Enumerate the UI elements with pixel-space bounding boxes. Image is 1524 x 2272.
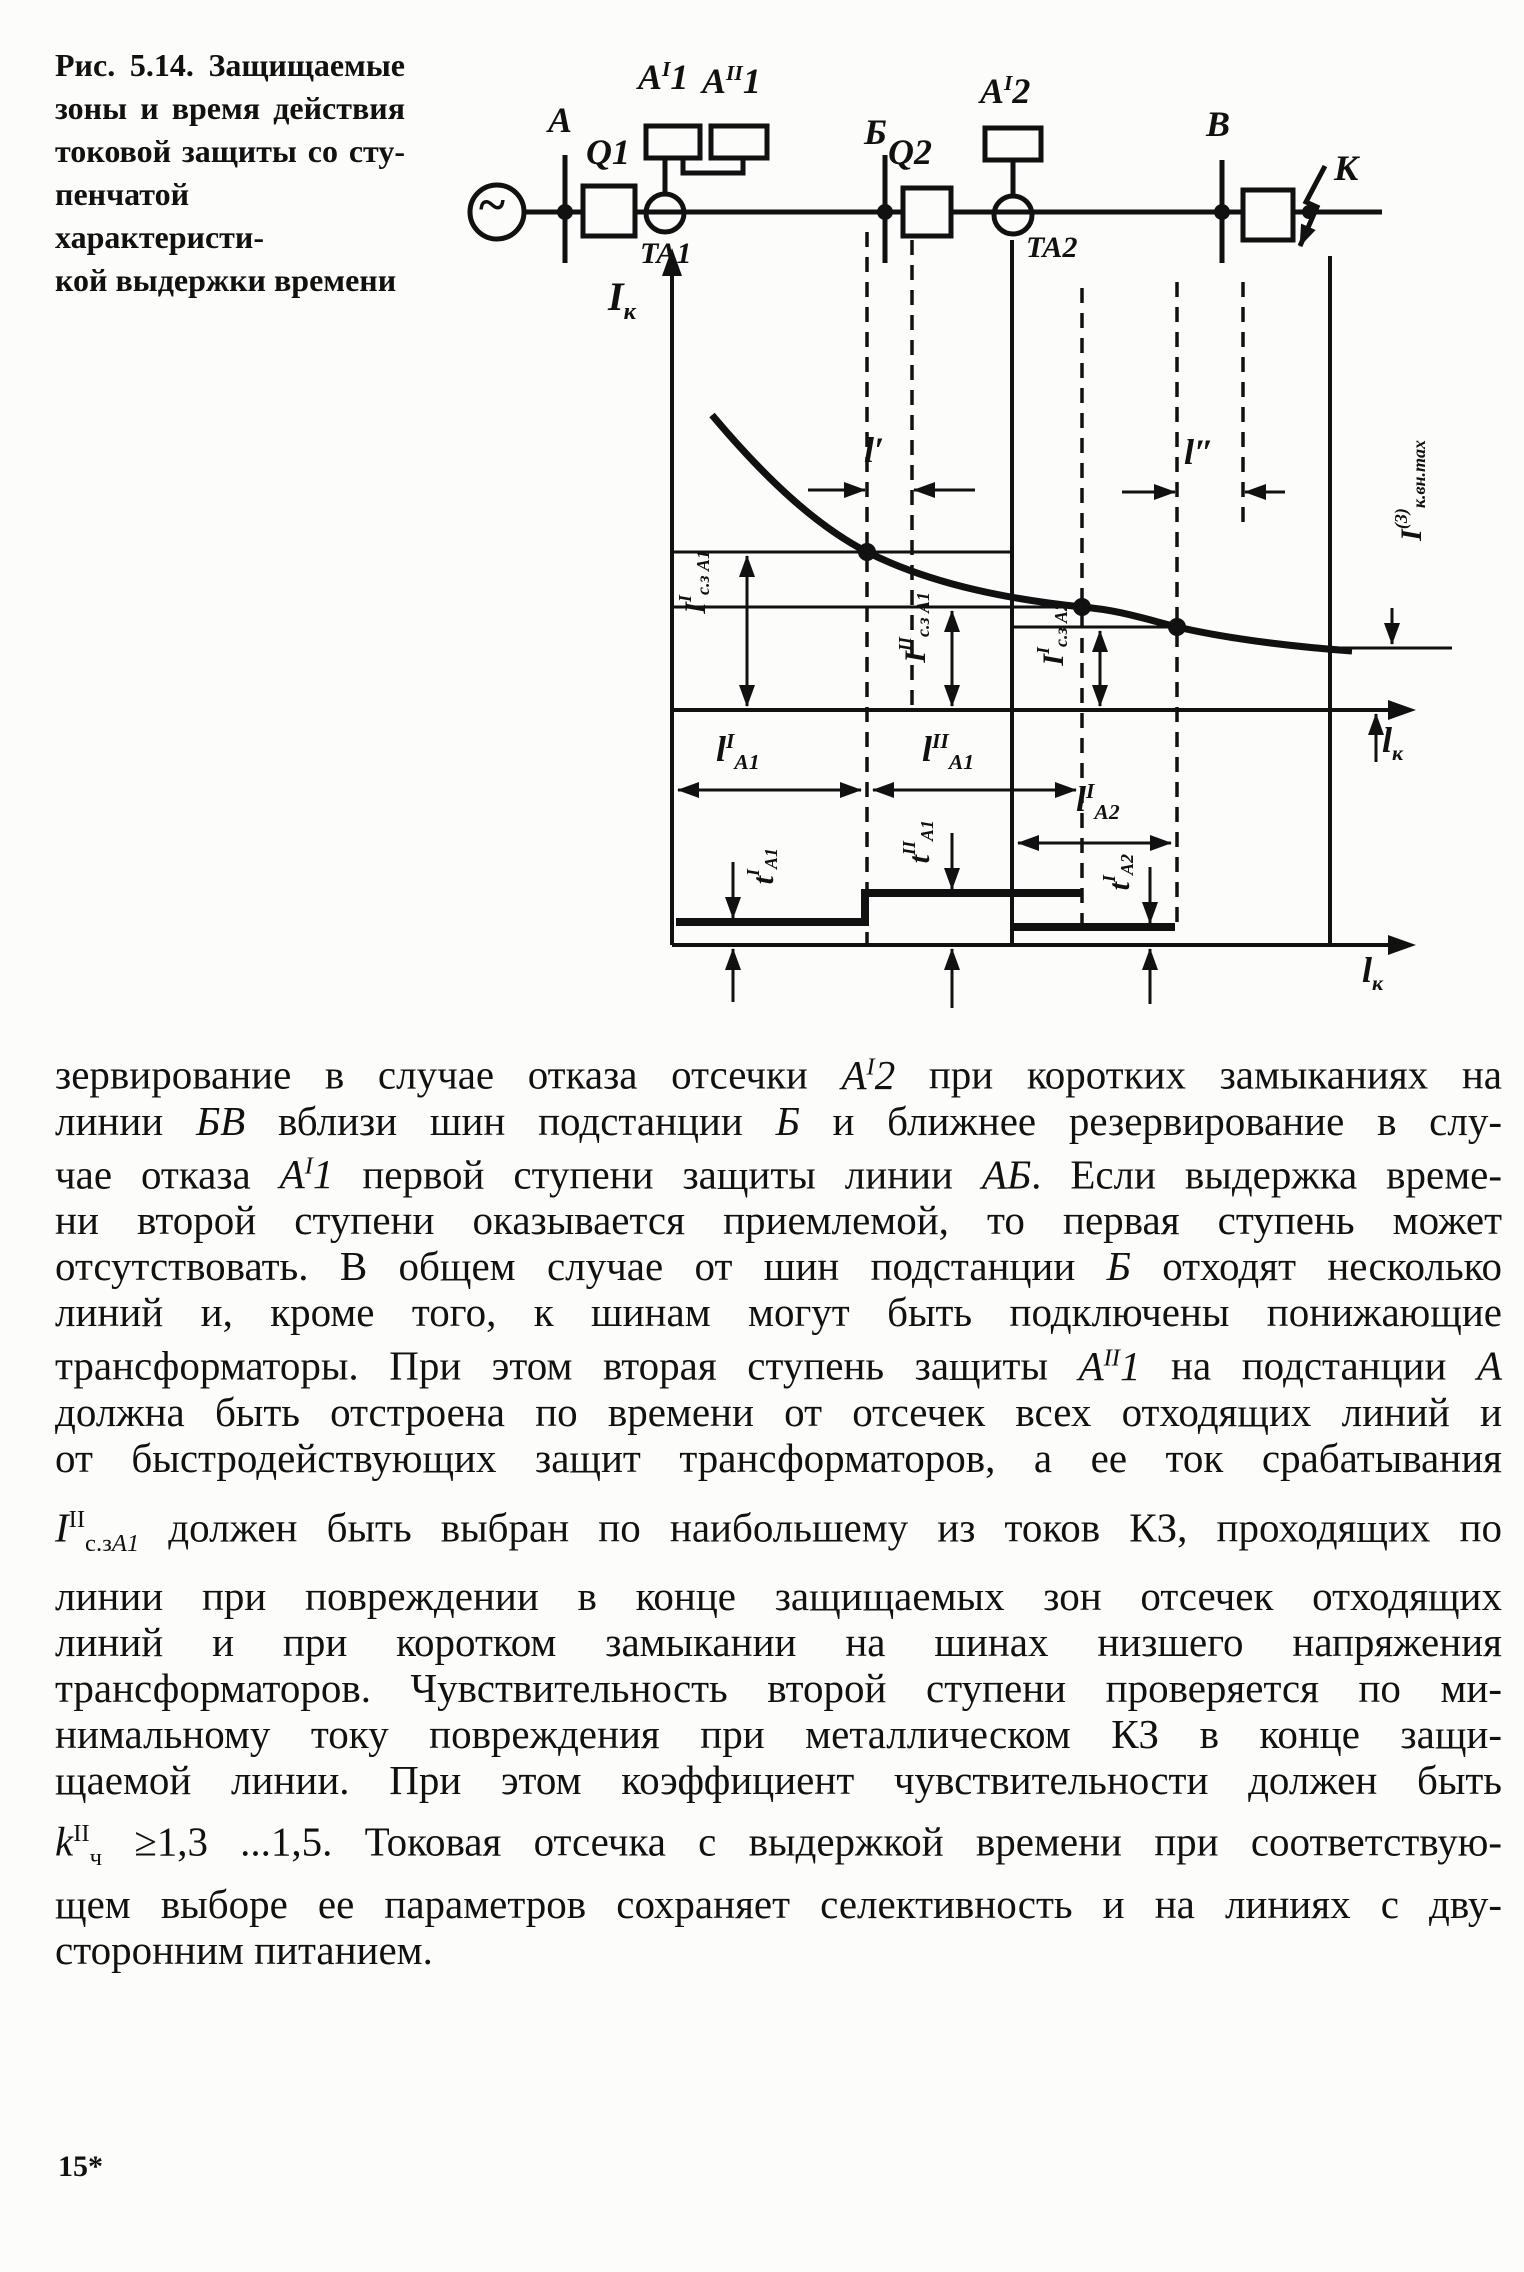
bus-b-node bbox=[877, 204, 893, 220]
text-line: $k^{II}_ч \ge 1,3$ ...1,5. Токовая отсечка с выдержкой времени при соответствую- bbox=[55, 1818, 1502, 1871]
text-line: линии БВ вблизи шин подстанции Б и ближнее резервирование в слу- bbox=[55, 1097, 1502, 1144]
generator-tilde-icon: ~ bbox=[479, 176, 506, 232]
label-pickup-a1-stage2: $I^{II}_{с.з А1}$ bbox=[895, 592, 933, 663]
text-line: должна быть отстроена по времени от отсечек всех отходящих линий и bbox=[55, 1388, 1502, 1435]
label-l-prime: l′ bbox=[864, 430, 885, 470]
label-ct-ta2: ТА2 bbox=[1026, 231, 1078, 264]
time-step-a1 bbox=[676, 893, 1082, 922]
label-bus-v: В bbox=[1206, 104, 1231, 144]
label-ct-ta1: ТА1 bbox=[640, 237, 692, 270]
caption-line: токовой защиты со сту- bbox=[55, 133, 405, 169]
label-time-t-a1-i: $t^I_{А1}$ bbox=[743, 848, 781, 885]
text-line: сторонним питанием. bbox=[55, 1926, 433, 1973]
breaker-q1-icon bbox=[583, 186, 635, 236]
breaker-q2-icon bbox=[903, 188, 951, 236]
label-time-t-a1-ii: $t^{II}_{А1}$ bbox=[899, 820, 937, 864]
label-zone-l-a1-i: $l^I_{А1}$ bbox=[716, 729, 760, 775]
label-breaker-q2: Q2 bbox=[888, 132, 932, 172]
label-zone-l-a1-ii: $l^{II}_{А1}$ bbox=[922, 729, 975, 775]
text-line: нимальному току повреждения при металлическом КЗ в конце защи- bbox=[55, 1710, 1502, 1757]
text-line: линий и при коротком замыкании на шинах низшего напряжения bbox=[55, 1618, 1502, 1665]
caption-line: пенчатой характеристи- bbox=[55, 176, 264, 255]
caption-line: зоны и время действия bbox=[55, 90, 405, 126]
margin-dimensions bbox=[808, 490, 1285, 492]
curve-point-1 bbox=[858, 543, 876, 561]
fault-current-curve bbox=[712, 415, 1352, 651]
page-number: 15* bbox=[58, 2150, 103, 2183]
label-zone-l-a2-i: $l^I_{А2}$ bbox=[1076, 779, 1120, 825]
caption-line: кой выдержки времени bbox=[55, 262, 397, 298]
text-line: отсутствовать. В общем случае от шин подстанции Б отходят несколько bbox=[55, 1243, 1502, 1290]
text-line: ни второй ступени оказывается приемлемой, то первая ступень может bbox=[55, 1197, 1502, 1244]
label-pickup-a2-stage1: $I^I_{с.з А2}$ bbox=[1033, 602, 1071, 666]
ct-ta2-icon bbox=[994, 196, 1032, 234]
figure-caption bbox=[55, 44, 405, 302]
label-time-t-a2-i: $t^I_{А2}$ bbox=[1099, 854, 1137, 891]
label-bus-a: А bbox=[548, 100, 573, 140]
caption-line: Рис. 5.14. Защищаемые bbox=[55, 47, 405, 83]
label-relay-a1-ii: $А^{II}1$ bbox=[702, 61, 761, 101]
label-pickup-a1-stage1: $I^I_{с.з А1}$ bbox=[675, 550, 713, 614]
label-lk-axis-top: $l_к$ bbox=[1382, 720, 1403, 766]
text-line: чае отказа $А^I1$ первой ступени защиты линии АБ. Если выдержка време- bbox=[55, 1151, 1502, 1198]
current-graph bbox=[672, 232, 1452, 945]
fault-node bbox=[1302, 205, 1316, 219]
text-line: щаемой линии. При этом коэффициент чувствительности должен быть bbox=[55, 1756, 1502, 1803]
label-lk-axis-bottom: $l_к$ bbox=[1362, 950, 1383, 996]
label-breaker-q1: Q1 bbox=[586, 132, 630, 172]
text-line: линии при повреждении в конце защищаемых зон отсечек отходящих bbox=[55, 1572, 1502, 1619]
label-fault-k: К bbox=[1334, 148, 1359, 188]
label-current-axis: $I_к$ bbox=[608, 274, 636, 325]
text-line: зервирование в случае отказа отсечки $А^I2$ при коротких замыканиях на bbox=[55, 1051, 1502, 1098]
bus-a-node bbox=[557, 204, 573, 220]
text-line: $I^{II}_{с.зА1}$ должен быть выбран по наибольшему из токов КЗ, проходящих по bbox=[55, 1504, 1502, 1557]
label-relay-a2-i: $А^I2$ bbox=[980, 71, 1031, 111]
text-line: линий и, кроме того, к шинам могут быть подключены понижающие bbox=[55, 1289, 1502, 1336]
bus-v-node bbox=[1214, 204, 1230, 220]
body-text bbox=[55, 1044, 1502, 1973]
relay-a2-i-box bbox=[985, 128, 1041, 160]
label-relay-a1-i: $А^I1$ bbox=[638, 57, 689, 97]
curve-point-3 bbox=[1168, 618, 1186, 636]
relay-a1-i-box bbox=[646, 126, 700, 158]
label-min-external-fault-current: $I^{(3)}_{к.вн.max}$ bbox=[1391, 440, 1429, 541]
text-line: трансформаторов. Чувствительность второй ступени проверяется по ми- bbox=[55, 1664, 1502, 1711]
relay-a1-ii-box bbox=[711, 126, 767, 158]
time-graph bbox=[672, 790, 1392, 1008]
label-bus-b: Б bbox=[864, 112, 887, 152]
text-line: трансформаторы. При этом вторая ступень защиты $А^{II}1$ на подстанции А bbox=[55, 1342, 1502, 1389]
text-line: щем выборе ее параметров сохраняет селективность и на линиях с дву- bbox=[55, 1880, 1502, 1927]
breaker-v-icon bbox=[1243, 190, 1293, 240]
text-line: от быстродействующих защит трансформаторов, а ее ток срабатывания bbox=[55, 1434, 1502, 1481]
curve-point-2 bbox=[1073, 598, 1091, 616]
label-l-double-prime: l″ bbox=[1184, 432, 1214, 472]
